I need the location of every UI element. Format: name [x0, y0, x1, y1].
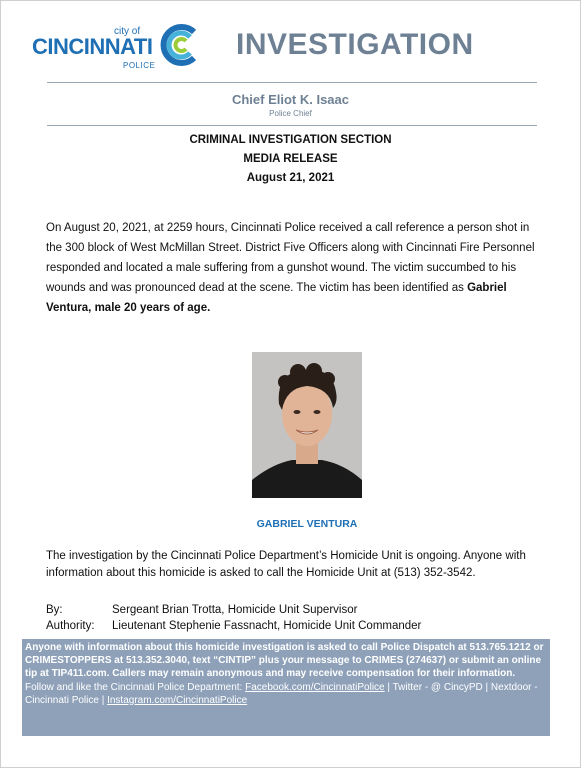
by-value: Sergeant Brian Trotta, Homicide Unit Supervisor [112, 604, 358, 616]
logo-police: POLICE [123, 61, 156, 70]
footer-twitter-nextdoor: | Twitter - @ CincyPD | Nextdoor - Cincinnati Police | [25, 681, 538, 706]
bottom-divider [47, 125, 537, 126]
chief-name: Chief Eliot K. Isaac [231, 92, 350, 107]
top-divider [47, 82, 537, 83]
cincinnati-police-logo [32, 22, 202, 72]
logo-c-mark-icon [156, 22, 202, 68]
by-label: By: [46, 604, 63, 616]
footer-info-box [22, 639, 550, 736]
victim-photo [252, 352, 362, 498]
release-type: MEDIA RELEASE [243, 153, 338, 165]
page-title: INVESTIGATION [236, 28, 474, 61]
victim-portrait-icon [252, 352, 362, 498]
photo-caption: GABRIEL VENTURA [256, 518, 358, 530]
authority-line [46, 618, 421, 634]
footer-social-line [25, 681, 547, 707]
chief-title: Police Chief [269, 109, 312, 118]
investigation-paragraph: The investigation by the Cincinnati Police Department’s Homicide Unit is ongoing. Anyone with information about this homicide is asked to call the Homicide Unit at (513) 352-3542. [46, 550, 526, 579]
by-line [46, 602, 357, 618]
footer-tip-text: Anyone with information about this homicide investigation is asked to call Police Dispatch at 513.765.1212 or CRIMESTOPPERS at 513.352.3040, text “CINTIP” plus your message to CRIMES (274637) or submit an online tip at TIP411.com. Callers may remain anonymous and may receive compensation for their information. [25, 642, 544, 680]
instagram-link[interactable]: Instagram.com/CincinnatiPolice [107, 694, 248, 706]
victim-identification: Gabriel Ventura, male 20 years of age. [46, 282, 507, 314]
incident-text: On August 20, 2021, at 2259 hours, Cincinnati Police received a call reference a person shot in the 300 block of West McMillan Street. District Five Officers along with Cincinnati Fire Personnel responded and located a male suffering from a gunshot wound. The victim succumbed to his wounds and was pronounced dead at the scene. The victim has been identified as [46, 222, 535, 294]
logo-city-of: city of [114, 26, 141, 37]
footer-follow-text: Follow and like the Cincinnati Police Department: [25, 681, 246, 693]
authority-label: Authority: [46, 620, 95, 632]
release-date: August 21, 2021 [246, 172, 335, 184]
incident-paragraph [46, 218, 546, 318]
facebook-link[interactable]: Facebook.com/CincinnatiPolice [245, 681, 385, 693]
logo-cincinnati: CINCINNATI [32, 34, 153, 59]
section-heading: CRIMINAL INVESTIGATION SECTION [189, 134, 392, 146]
authority-value: Lieutenant Stephenie Fassnacht, Homicide Unit Commander [112, 620, 422, 632]
